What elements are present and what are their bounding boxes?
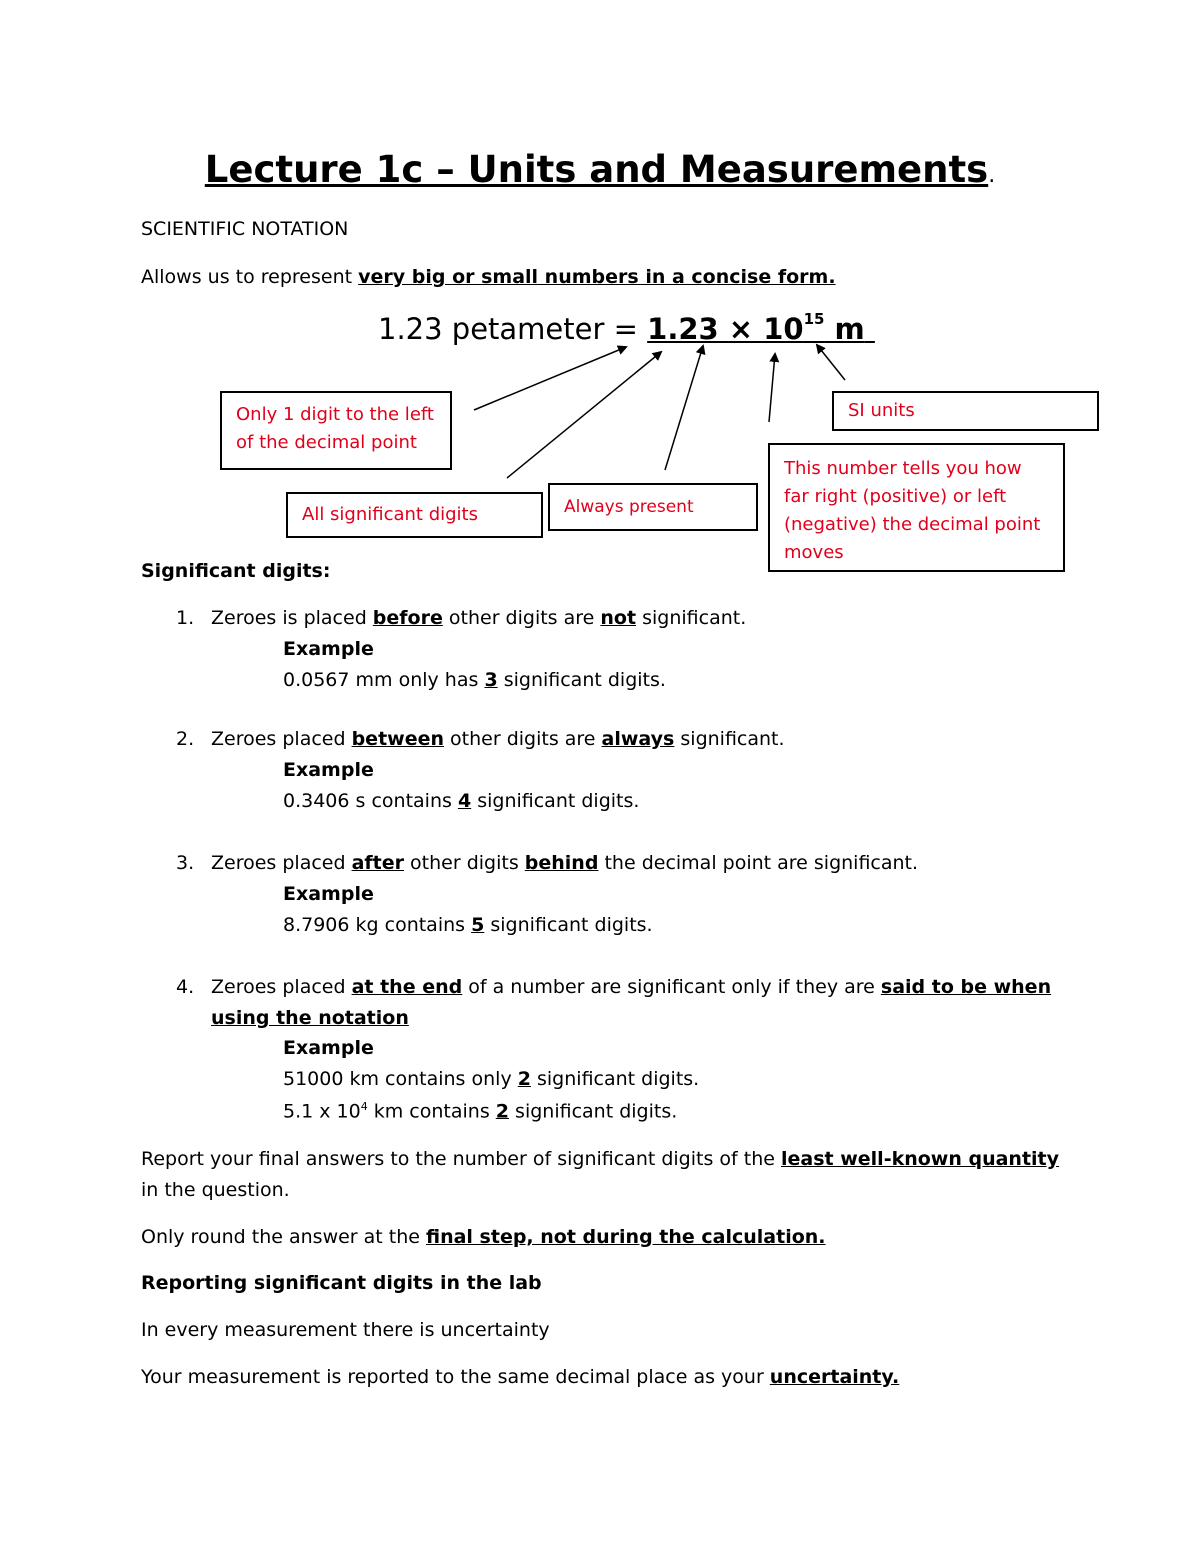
text-run: other digits are [442, 607, 601, 629]
title-trail: . [988, 163, 996, 188]
rule-3-text [211, 852, 918, 874]
emphasis-after: after [351, 852, 405, 874]
text-run: significant digits. [509, 1100, 678, 1123]
text-run: km contains [367, 1100, 496, 1123]
intro-lead: Allows us to represent [141, 266, 359, 288]
text-run: 51000 km contains only [283, 1068, 518, 1090]
rule-number: 3. [176, 852, 195, 874]
arrow-si-units [817, 345, 845, 380]
emphasis-before: before [372, 607, 443, 629]
emphasis-at-the-end: at the end [351, 976, 463, 998]
emphasis-final-step: final step, not during the calculation. [426, 1226, 826, 1248]
rule-2-example [283, 790, 639, 812]
section-heading-scientific-notation: SCIENTIFIC NOTATION [141, 218, 349, 240]
rule-4-example-1 [283, 1068, 699, 1090]
exponent: 4 [360, 1100, 368, 1113]
emphasis-between: between [351, 728, 444, 750]
text-run: significant digits. [530, 1068, 700, 1090]
rule-4-example-2 [283, 1100, 677, 1122]
section-heading-lab: Reporting significant digits in the lab [141, 1272, 542, 1294]
text-run: Zeroes placed [211, 976, 352, 998]
text-run: significant. [674, 728, 785, 750]
rule-1-text [211, 607, 746, 629]
callout-all-significant-digits: All significant digits [286, 492, 543, 538]
emphasis-said-to-be: said to be when [880, 976, 1052, 998]
text-run: significant. [636, 607, 747, 629]
example-label: Example [283, 638, 374, 660]
intro-emphasis: very big or small numbers in a concise form. [358, 266, 836, 288]
example-label: Example [283, 759, 374, 781]
equation-left: 1.23 petameter = [378, 312, 648, 346]
emphasis-least-known: least well-known quantity [781, 1148, 1060, 1170]
text-run: 5.1 x 10 [283, 1100, 361, 1123]
text-run: significant digits. [471, 790, 640, 812]
text-run: other digits are [444, 728, 602, 750]
rule-1 [176, 607, 194, 629]
lab-paragraph-2 [141, 1366, 899, 1388]
text-run: 0.3406 s contains [283, 790, 458, 812]
arrow-exponent [769, 354, 775, 422]
rule-number: 1. [176, 607, 195, 629]
arrow-all-significant [507, 352, 661, 478]
text-run: Zeroes is placed [211, 607, 373, 629]
arrow-left-digit [474, 347, 626, 410]
emphasis-count: 2 [517, 1068, 531, 1090]
rule-4-text [211, 976, 1051, 998]
text-run: Report your final answers to the number of significant digits of the [141, 1148, 781, 1170]
rule-4-text-line-2: using the notation [211, 1007, 409, 1029]
title-text: Lecture 1c – Units and Measurements [204, 148, 989, 191]
emphasis-count: 2 [495, 1100, 510, 1123]
report-paragraph-2 [141, 1226, 826, 1248]
text-run: 0.0567 mm only has [283, 669, 485, 691]
report-paragraph-1-line-2: in the question. [141, 1179, 290, 1201]
text-run: Only round the answer at the [141, 1226, 426, 1248]
arrow-always-present [665, 346, 703, 470]
emphasis-count: 4 [457, 790, 472, 812]
callout-si-units: SI units [832, 391, 1099, 431]
callout-always-present: Always present [548, 483, 758, 531]
text-run: of a number are significant only if they are [462, 976, 881, 998]
text-run: significant digits. [484, 914, 653, 936]
report-paragraph-1 [141, 1148, 1059, 1170]
text-run: Your measurement is reported to the same decimal place as your [141, 1366, 770, 1388]
rule-4 [176, 976, 194, 998]
text-run: other digits [404, 852, 525, 874]
example-label: Example [283, 883, 374, 905]
equation-exponent: 15 [803, 310, 825, 329]
rule-number: 2. [176, 728, 195, 750]
callout-exponent-meaning: This number tells you how far right (positive) or left (negative) the decimal point moves [768, 443, 1065, 572]
lab-paragraph-1: In every measurement there is uncertainty [141, 1319, 550, 1341]
emphasis-count: 5 [471, 914, 485, 936]
emphasis-uncertainty: uncertainty. [769, 1366, 900, 1388]
rule-2 [176, 728, 194, 750]
callout-one-digit-left: Only 1 digit to the left of the decimal point [220, 391, 452, 470]
text-run: Zeroes placed [211, 728, 352, 750]
rule-number: 4. [176, 976, 195, 998]
section-heading-significant-digits: Significant digits: [141, 560, 331, 582]
equation-mantissa: 1.23 × 10 [647, 312, 804, 346]
text-run: the decimal point are significant. [598, 852, 919, 874]
example-label: Example [283, 1037, 374, 1059]
rule-3 [176, 852, 194, 874]
text-run: significant digits. [497, 669, 666, 691]
rule-2-text [211, 728, 785, 750]
rule-1-example [283, 669, 666, 691]
emphasis-count: 3 [484, 669, 498, 691]
emphasis-always: always [601, 728, 675, 750]
emphasis-not: not [600, 607, 637, 629]
rule-3-example [283, 914, 653, 936]
equation-unit: m [824, 312, 865, 346]
emphasis-behind: behind [524, 852, 599, 874]
text-run: 8.7906 kg contains [283, 914, 472, 936]
text-run: Zeroes placed [211, 852, 352, 874]
